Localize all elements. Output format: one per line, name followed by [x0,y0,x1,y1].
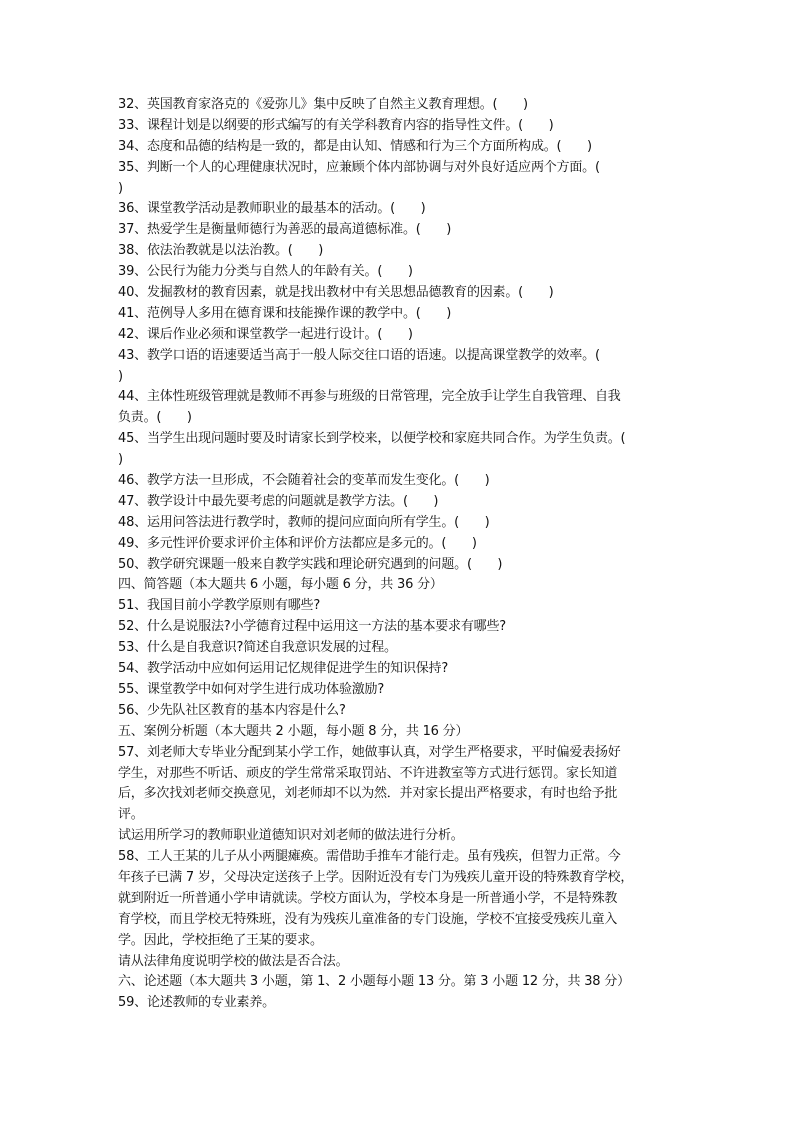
text-line: 35、判断一个人的心理健康状况时，应兼顾个体内部协调与对外良好适应两个方面。( [118,159,600,175]
text-line: 学。因此，学校拒绝了王某的要求。 [118,932,323,948]
text-line: 试运用所学习的教师职业道德知识对刘老师的做法进行分析。 [118,828,464,844]
text-line: 负责。( ) [118,410,192,426]
text-line: 39、公民行为能力分类与自然人的年龄有关。( ) [118,264,413,280]
text-line: 34、态度和品德的结构是一致的，都是由认知、情感和行为三个方面所构成。( ) [118,138,592,154]
text-line: 36、课堂教学活动是教师职业的最基本的活动。( ) [118,201,426,217]
text-line: 就到附近一所普通小学申请就读。学校方面认为，学校本身是一所普通小学，不是特殊教 [118,890,618,906]
text-line: 41、范例导人多用在德育课和技能操作课的教学中。( ) [118,305,452,321]
text-line: 40、发掘教材的教育因素，就是找出教材中有关思想品德教育的因素。( ) [118,285,554,301]
text-line: 学生，对那些不听话、顽皮的学生常常采取罚站、不许进教室等方式进行惩罚。家长知道 [118,765,618,781]
text-line: 38、依法治教就是以法治教。( ) [118,243,324,259]
text-line: 37、热爱学生是衡量师德行为善恶的最高道德标准。( ) [118,222,452,238]
text-line: 52、什么是说服法?小学德育过程中运用这一方法的基本要求有哪些? [118,619,506,635]
text-line: 51、我国目前小学教学原则有哪些? [118,598,321,614]
text-line: 44、主体性班级管理就是教师不再参与班级的日常管理，完全放手让学生自我管理、自我 [118,389,621,405]
text-line: 育学校，而且学校无特殊班，没有为残疾儿童准备的专门设施，学校不宜接受残疾儿童入 [118,911,618,927]
text-line: 59、论述教师的专业素养。 [118,995,275,1011]
text-line: ) [118,180,123,196]
text-line: 后，多次找刘老师交换意见，刘老师却不以为然．并对家长提出严格要求，有时也给予批 [118,786,618,802]
text-line: ) [118,368,123,384]
text-line: 49、多元性评价要求评价主体和评价方法都应是多元的。( ) [118,535,477,551]
text-line: 四、简答题（本大题共 6 小题，每小题 6 分，共 36 分） [118,577,443,593]
document-body [118,95,680,1014]
text-line: 55、课堂教学中如何对学生进行成功体验激励? [118,681,385,697]
text-line: 年孩子已满 7 岁，父母决定送孩子上学。因附近没有专门为残疾儿童开设的特殊教育学校， [118,869,634,885]
text-line: 54、教学活动中应如何运用记忆规律促进学生的知识保持? [118,661,449,677]
text-line: 评。 [118,807,144,823]
text-line: 六、论述题（本大题共 3 小题，第 1、2 小题每小题 13 分。第 3 小题 12 分，共 38 分） [118,974,630,990]
text-line: 46、教学方法一旦形成，不会随着社会的变革而发生变化。( ) [118,473,490,489]
text-line: 43、教学口语的语速要适当高于一般人际交往口语的语速。以提高课堂教学的效率。( [118,347,600,363]
text-line: 32、英国教育家洛克的《爱弥儿》集中反映了自然主义教育理想。( ) [118,97,528,112]
text-line: 53、什么是自我意识?简述自我意识发展的过程。 [118,640,397,656]
text-line: 47、教学设计中最先要考虑的问题就是教学方法。( ) [118,493,439,509]
text-line: ) [118,452,123,468]
text-line: 42、课后作业必须和课堂教学一起进行设计。( ) [118,326,413,342]
text-line: 五、案例分析题（本大题共 2 小题，每小题 8 分，共 16 分） [118,723,469,739]
text-line: 请从法律角度说明学校的做法是否合法。 [118,953,349,969]
text-line: 48、运用问答法进行教学时，教师的提问应面向所有学生。( ) [118,514,490,530]
text-line: 58、工人王某的儿子从小两腿瘫痪。需借助手推车才能行走。虽有残疾，但智力正常。今 [118,849,621,865]
text-line: 33、课程计划是以纲要的形式编写的有关学科教育内容的指导性文件。( ) [118,117,554,133]
text-line: 57、刘老师大专毕业分配到某小学工作，她做事认真，对学生严格要求，平时偏爱表扬好 [118,744,621,760]
text-line: 50、教学研究课题一般来自教学实践和理论研究遇到的问题。( ) [118,556,503,572]
text-line: 56、少先队社区教育的基本内容是什么? [118,702,346,718]
text-line: 45、当学生出现问题时要及时请家长到学校来，以便学校和家庭共同合作。为学生负责。( [118,431,626,447]
